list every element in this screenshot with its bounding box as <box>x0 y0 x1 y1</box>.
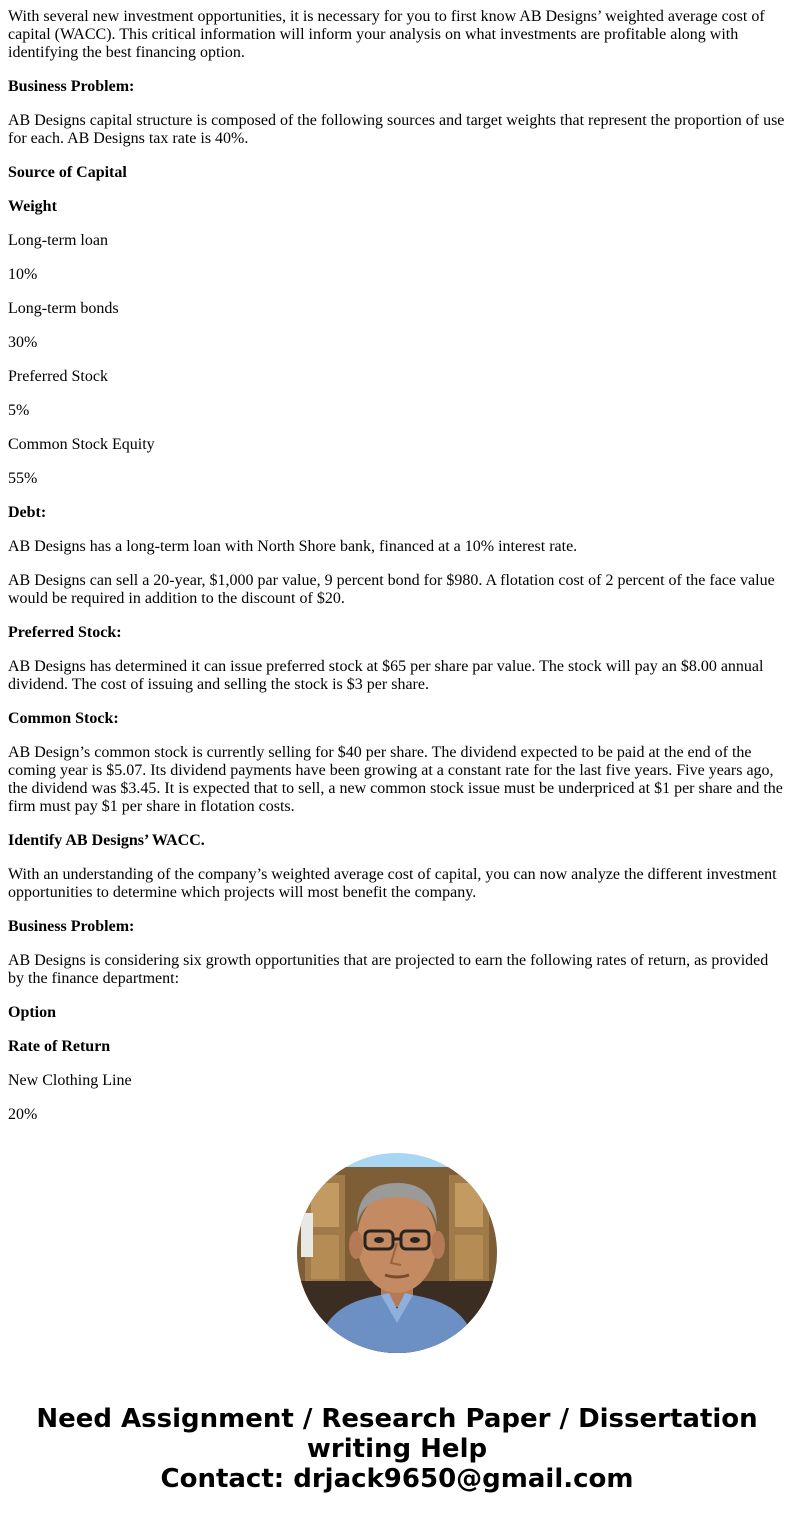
preferred-stock-heading: Preferred Stock: <box>8 624 122 641</box>
options-table-header-rate: Rate of Return <box>8 1038 111 1055</box>
footer-line: writing Help <box>306 1434 488 1464</box>
capital-weight-cell: 5% <box>8 402 30 419</box>
common-stock-heading: Common Stock: <box>8 710 119 727</box>
footer-contact-banner <box>0 1404 794 1494</box>
business-problem-heading: Business Problem: <box>8 78 135 95</box>
author-photo-icon <box>297 1153 497 1353</box>
capital-table-header-source: Source of Capital <box>8 164 127 181</box>
business-problem-paragraph: AB Designs is considering six growth opportunities that are projected to earn the following rates of return, as provided by the finance department: <box>8 952 769 987</box>
identify-wacc-heading: Identify AB Designs’ WACC. <box>8 832 205 849</box>
option-name-cell: New Clothing Line <box>8 1072 132 1089</box>
author-photo-svg <box>297 1153 497 1353</box>
intro-paragraph: With several new investment opportunities, it is necessary for you to first know AB Designs’ weighted average cost of capital (WACC). This critical information will inform your analysis on what investments are profitable along with identifying the best financing option. <box>8 8 765 61</box>
common-stock-paragraph: AB Design’s common stock is currently selling for $40 per share. The dividend expected to be paid at the end of the coming year is $5.07. Its dividend payments have been growing at a constant rate for the last five years. Five years ago, the dividend was $3.45. It is expected that to sell, a new common stock issue must be underpriced at $1 per share and the firm must pay $1 per share in flotation costs. <box>8 744 783 815</box>
capital-source-cell: Common Stock Equity <box>8 436 155 453</box>
debt-paragraph: AB Designs has a long-term loan with North Shore bank, financed at a 10% interest rate. <box>8 538 578 555</box>
analysis-paragraph: With an understanding of the company’s weighted average cost of capital, you can now analyze the different investment opportunities to determine which projects will most benefit the company. <box>8 866 777 901</box>
business-problem-paragraph: AB Designs capital structure is composed of the following sources and target weights that represent the proportion of use for each. AB Designs tax rate is 40%. <box>8 112 785 147</box>
preferred-stock-paragraph: AB Designs has determined it can issue preferred stock at $65 per share par value. The stock will pay an $8.00 annual dividend. The cost of issuing and selling the stock is $3 per share. <box>8 658 764 693</box>
footer-contact-email: Contact: drjack9650@gmail.com <box>160 1464 634 1494</box>
capital-source-cell: Preferred Stock <box>8 368 108 385</box>
option-rate-cell: 20% <box>8 1106 38 1123</box>
footer-line: Need Assignment / Research Paper / Dissertation <box>36 1404 758 1434</box>
options-table-header-option: Option <box>8 1004 57 1021</box>
business-problem-heading: Business Problem: <box>8 918 135 935</box>
capital-source-cell: Long-term loan <box>8 232 108 249</box>
debt-paragraph: AB Designs can sell a 20-year, $1,000 par value, 9 percent bond for $980. A flotation cost of 2 percent of the face value would be required in addition to the discount of $20. <box>8 572 775 607</box>
capital-weight-cell: 30% <box>8 334 38 351</box>
capital-table-header-weight: Weight <box>8 198 57 215</box>
capital-weight-cell: 10% <box>8 266 38 283</box>
capital-source-cell: Long-term bonds <box>8 300 119 317</box>
capital-weight-cell: 55% <box>8 470 38 487</box>
document-body <box>8 8 788 1140</box>
debt-heading: Debt: <box>8 504 47 521</box>
